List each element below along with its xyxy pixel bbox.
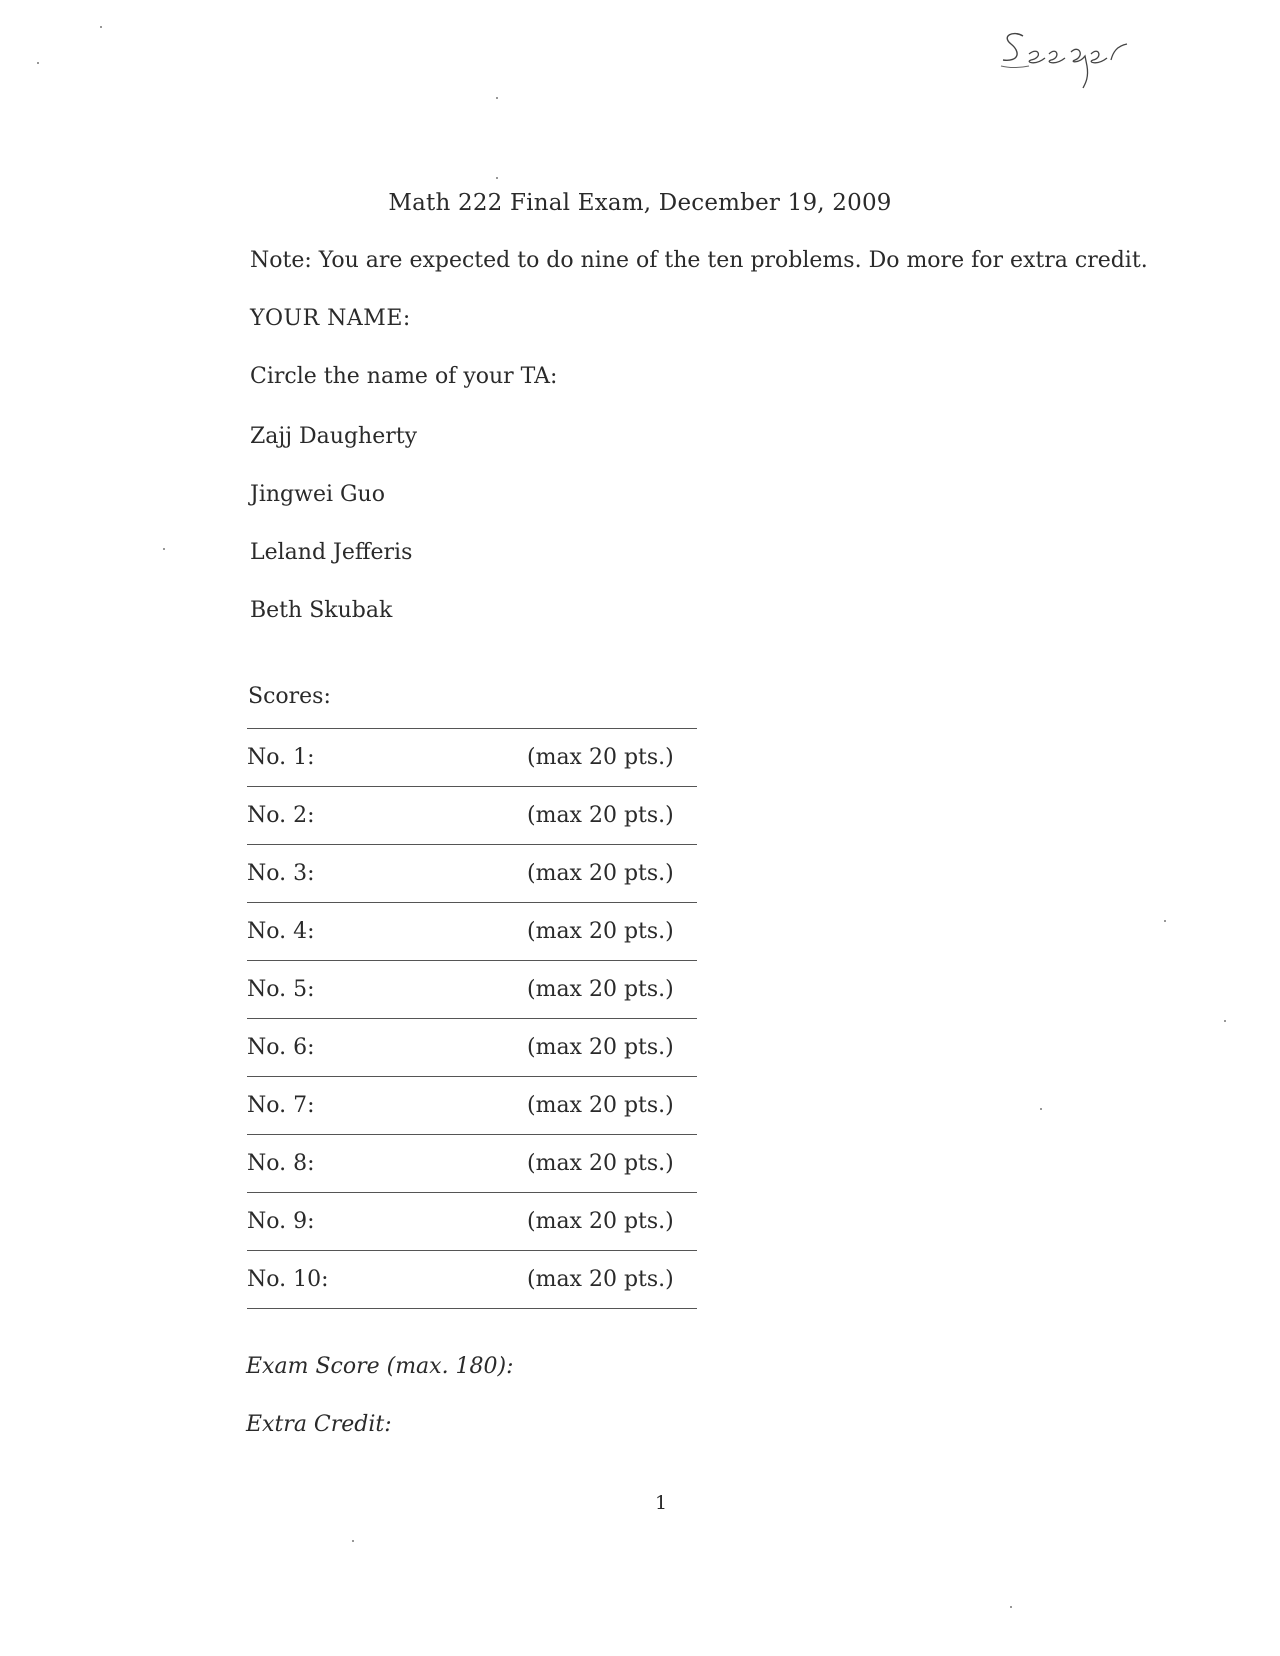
- problem-label: No. 4:: [247, 903, 527, 961]
- score-row: [247, 961, 697, 1019]
- scan-speck: [352, 1540, 354, 1542]
- problem-max: (max 20 pts.): [527, 1019, 697, 1077]
- scan-speck: [1224, 1020, 1226, 1022]
- problem-label: No. 2:: [247, 787, 527, 845]
- scan-speck: [163, 548, 165, 550]
- extra-credit-label: Extra Credit:: [246, 1412, 392, 1437]
- problem-label: No. 1:: [247, 729, 527, 787]
- ta-list: [250, 422, 417, 654]
- scan-speck: [100, 26, 102, 28]
- score-row: [247, 1193, 697, 1251]
- score-row: [247, 729, 697, 787]
- note-text: You are expected to do nine of the ten problems. Do more for extra credit.: [318, 248, 1148, 273]
- problem-max: (max 20 pts.): [527, 1193, 697, 1251]
- scan-speck: [1010, 1606, 1012, 1608]
- scan-speck: [1164, 920, 1166, 922]
- problem-max: (max 20 pts.): [527, 961, 697, 1019]
- problem-label: No. 9:: [247, 1193, 527, 1251]
- scan-speck: [496, 97, 498, 99]
- scan-speck: [496, 177, 498, 179]
- note-lead: Note:: [250, 248, 312, 273]
- problem-label: No. 5:: [247, 961, 527, 1019]
- ta-name: Leland Jefferis: [250, 540, 413, 565]
- exam-title: Math 222 Final Exam, December 19, 2009: [388, 190, 892, 216]
- problem-label: No. 8:: [247, 1135, 527, 1193]
- score-row: [247, 903, 697, 961]
- ta-name: Jingwei Guo: [250, 482, 385, 507]
- problem-max: (max 20 pts.): [527, 1135, 697, 1193]
- score-row: [247, 1019, 697, 1077]
- page-number: 1: [655, 1492, 668, 1514]
- your-name-label: YOUR NAME:: [250, 306, 411, 331]
- scores-label: Scores:: [248, 684, 331, 709]
- scan-speck: [1040, 1108, 1042, 1110]
- handwritten-signature: [995, 22, 1145, 92]
- problem-max: (max 20 pts.): [527, 1077, 697, 1135]
- problem-label: No. 3:: [247, 845, 527, 903]
- ta-name: Beth Skubak: [250, 598, 393, 623]
- problem-label: No. 10:: [247, 1251, 527, 1309]
- score-row: [247, 845, 697, 903]
- problem-max: (max 20 pts.): [527, 729, 697, 787]
- problem-label: No. 6:: [247, 1019, 527, 1077]
- exam-score-label: Exam Score (max. 180):: [246, 1354, 514, 1379]
- scores-table: [247, 728, 697, 1309]
- score-row: [247, 787, 697, 845]
- problem-max: (max 20 pts.): [527, 845, 697, 903]
- score-row: [247, 1135, 697, 1193]
- score-row: [247, 1251, 697, 1309]
- circle-ta-label: Circle the name of your TA:: [250, 364, 558, 389]
- problem-max: (max 20 pts.): [527, 787, 697, 845]
- problem-max: (max 20 pts.): [527, 1251, 697, 1309]
- exam-note: [250, 248, 1148, 273]
- problem-label: No. 7:: [247, 1077, 527, 1135]
- scan-speck: [37, 62, 39, 64]
- ta-name: Zajj Daugherty: [250, 424, 418, 449]
- score-row: [247, 1077, 697, 1135]
- problem-max: (max 20 pts.): [527, 903, 697, 961]
